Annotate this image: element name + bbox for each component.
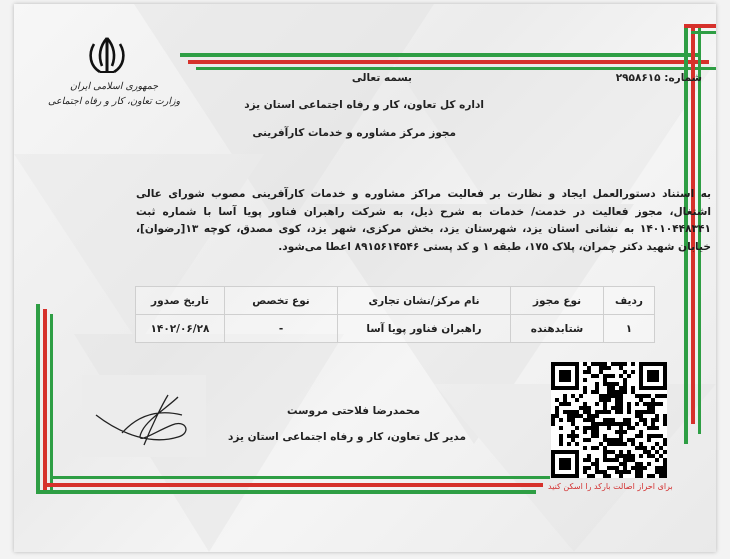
- stripe-bottom-green-2: [50, 476, 550, 479]
- license-document: [14, 4, 716, 552]
- cell-row-number: ۱: [604, 315, 655, 343]
- number-value: ۲۹۵۸۶۱۵: [615, 72, 661, 84]
- cell-issue-date: ۱۴۰۲/۰۶/۲۸: [136, 315, 225, 343]
- stripe-bottom-red: [43, 483, 543, 487]
- stripe-left-green-2: [50, 314, 53, 494]
- signer-name: محمدرضا فلاحتی مروست: [287, 405, 420, 417]
- table-row: [136, 315, 655, 343]
- qr-caption: برای احراز اصالت بارکد را اسکن کنید: [548, 482, 673, 491]
- header-specialty: نوع تخصص: [225, 287, 338, 315]
- cell-license-type: شتابدهنده: [511, 315, 604, 343]
- logo-ministry-text: وزارت تعاون، کار و رفاه اجتماعی: [48, 96, 181, 107]
- stripe-top-red: [188, 60, 709, 64]
- office-name: اداره کل تعاون، کار و رفاه اجتماعی استان یزد: [244, 99, 484, 111]
- logo-republic-text: جمهوری اسلامی ایران: [70, 81, 159, 92]
- stripe-bottom-green: [36, 490, 536, 494]
- header-issue-date: تاریخ صدور: [136, 287, 225, 315]
- license-table: [135, 286, 655, 343]
- stripe-left-green: [36, 304, 40, 494]
- bismillah: بسمه تعالی: [351, 72, 412, 84]
- stripe-top-right-red: [684, 24, 716, 28]
- stripe-top-right-green: [691, 31, 716, 34]
- header-row-number: ردیف: [604, 287, 655, 315]
- stripe-top-green: [180, 53, 701, 57]
- header-center-name: نام مرکز/نشان تجاری: [338, 287, 511, 315]
- license-title: مجوز مرکز مشاوره و خدمات کارآفرینی: [252, 127, 456, 139]
- document-number: [616, 72, 702, 84]
- stripe-top-green-2: [196, 67, 716, 70]
- signature-area: [82, 375, 206, 457]
- signer-position: مدیر کل تعاون، کار و رفاه اجتماعی استان یزد: [228, 431, 466, 443]
- body-paragraph: به استناد دستورالعمل ایجاد و نظارت بر فعالیت مراکز مشاوره و خدمات کارآفرینی مصوب شورای عالی اشتغال، مجوز فعالیت در خدمت/ خدمات به شرح ذیل، به شرکت راهبران فناور پویا آسا با شماره ثبت ۱۴۰۱۰۴۴۸۳۴۱ به نشانی استان یزد، شهرستان یزد، بخش مرکزی، شهر یزد، کوی مصدق، کوچه ۱۳[رضوان]، خیابان شهید دکتر چمران، پلاک ۱۷۵، طبقه ۱ و کد پستی ۸۹۱۵۶۱۴۵۴۶ اعطا می‌شود.: [136, 188, 711, 253]
- cell-center-name: راهبران فناور پویا آسا: [338, 315, 511, 343]
- stripe-left-red: [43, 309, 47, 494]
- header-license-type: نوع مجوز: [511, 287, 604, 315]
- cell-specialty: -: [225, 315, 338, 343]
- qr-code[interactable]: [551, 362, 667, 478]
- iran-emblem-icon: [86, 36, 128, 76]
- signature-icon: [82, 375, 206, 457]
- table-header-row: [136, 287, 655, 315]
- number-label: شماره:: [664, 72, 702, 84]
